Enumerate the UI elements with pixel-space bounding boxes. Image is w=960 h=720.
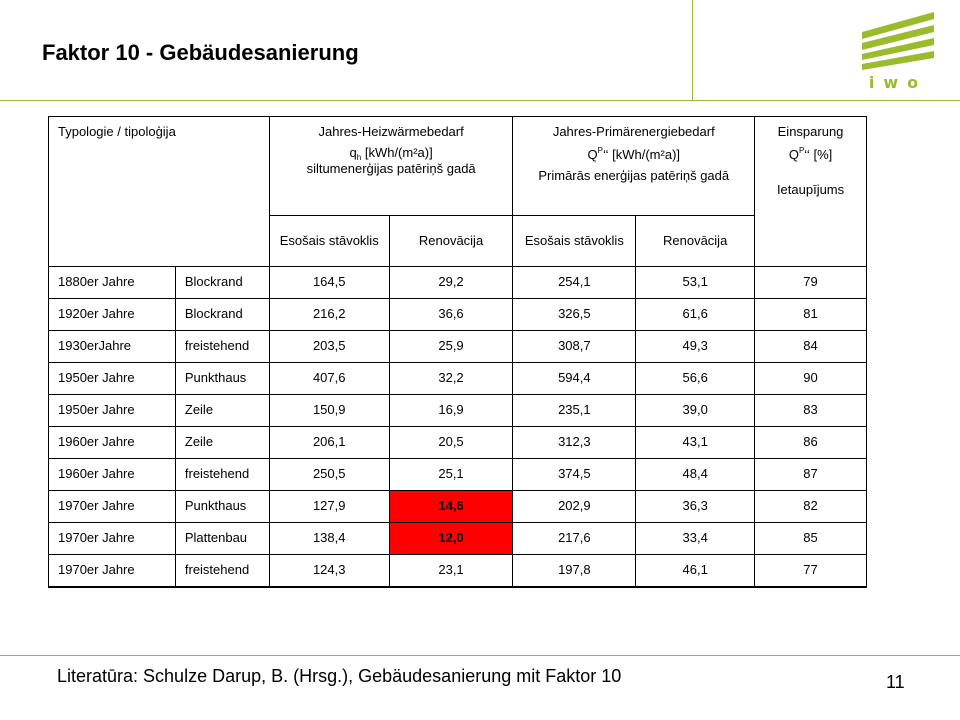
- iwo-logo: [858, 12, 938, 90]
- header-savings: Einsparung $Q^P‘‘$ [%] Ietaupījums: [755, 117, 867, 267]
- table-row: 1920er Jahre Blockrand 216,2 36,6 326,5 61,6 81: [49, 299, 867, 331]
- table-row: 1950er Jahre Zeile 150,9 16,9 235,1 39,0 83: [49, 395, 867, 427]
- table-row: 1970er Jahre Plattenbau 138,4 12,0 217,6 33,4 85: [49, 523, 867, 555]
- divider-vertical: [692, 0, 693, 100]
- header-primary-demand: Jahres-Primärenergiebedarf $Q^P‘‘$ [kWh/(m²a)] Primārās enerģijas patēriņš gadā: [513, 117, 755, 216]
- divider-footer: [0, 655, 960, 656]
- subheader-heating-renovation: Renovācija: [389, 216, 513, 267]
- highlighted-cell: 14,6: [389, 491, 513, 523]
- header-heating-demand: Jahres-Heizwärmebedarf $q_h$ [kWh/(m²a)] siltumenerģijas patēriņš gadā: [269, 117, 513, 216]
- literature-reference: Literatūra: Schulze Darup, B. (Hrsg.), Gebäudesanierung mit Faktor 10: [57, 666, 622, 686]
- highlighted-cell: 12,0: [389, 523, 513, 555]
- energy-table: [48, 116, 867, 588]
- header-typology: Typologie / tipoloģija: [49, 117, 270, 267]
- table-row: 1880er Jahre Blockrand 164,5 29,2 254,1 53,1 79: [49, 267, 867, 299]
- subheader-heating-existing: Esošais stāvoklis: [269, 216, 389, 267]
- table-row: 1950er Jahre Punkthaus 407,6 32,2 594,4 56,6 90: [49, 363, 867, 395]
- table-row: 1960er Jahre Zeile 206,1 20,5 312,3 43,1 86: [49, 427, 867, 459]
- table-row: 1960er Jahre freistehend 250,5 25,1 374,5 48,4 87: [49, 459, 867, 491]
- subheader-primary-renovation: Renovācija: [636, 216, 755, 267]
- svg-text:iwo: iwo: [868, 73, 928, 90]
- divider-header: [0, 100, 960, 101]
- table-row: 1970er Jahre freistehend 124,3 23,1 197,8 46,1 77: [49, 555, 867, 588]
- table-row: 1970er Jahre Punkthaus 127,9 14,6 202,9 36,3 82: [49, 491, 867, 523]
- table-row: 1930erJahre freistehend 203,5 25,9 308,7 49,3 84: [49, 331, 867, 363]
- table-header-row: [49, 117, 867, 216]
- subheader-primary-existing: Esošais stāvoklis: [513, 216, 636, 267]
- page-title: Faktor 10 - Gebäudesanierung: [42, 40, 359, 65]
- page-number: 11: [886, 672, 905, 692]
